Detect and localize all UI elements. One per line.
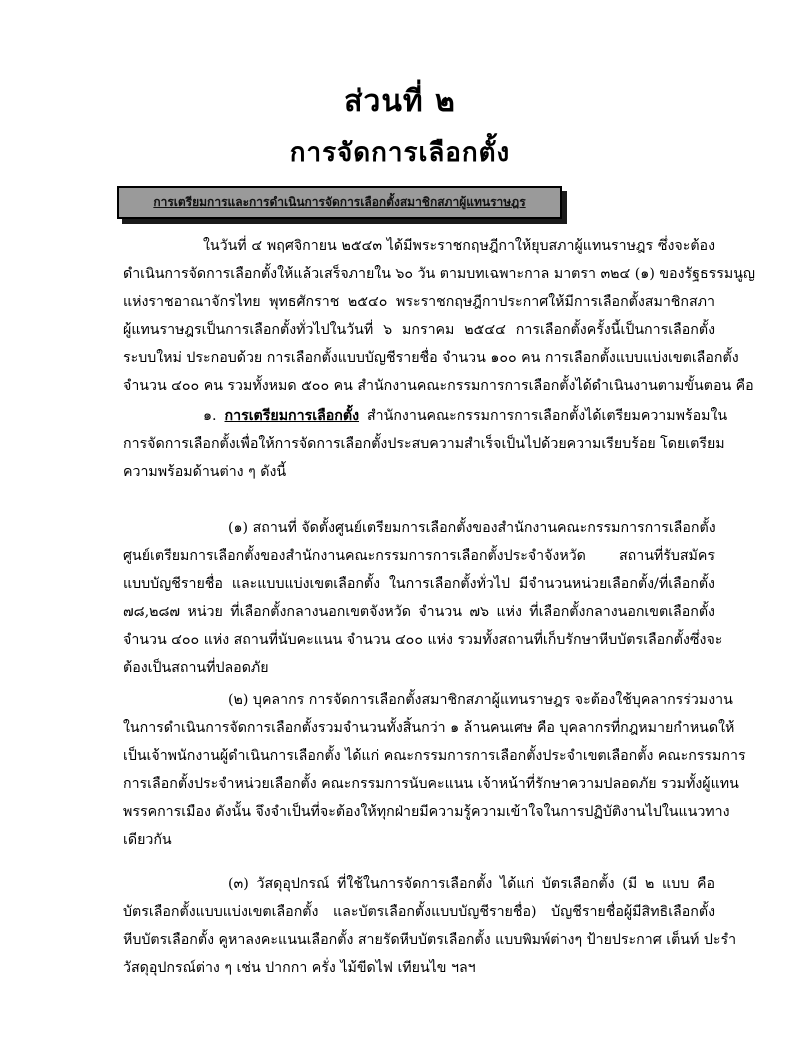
section-1-line: ความพร้อมด้านต่าง ๆ ดังนี้ [123,464,287,480]
item-1-line: แบบบัญชีรายชื่อ และแบบแบ่งเขตเลือกตั้ง ในการเลือกตั้งทั่วไป มีจำนวนหน่วยเลือกตั้ง/ที่เลือกตั้ง [123,576,715,592]
item-2-line: เป็นเจ้าพนักงานผู้ดำเนินการเลือกตั้ง ได้แก่ คณะกรรมการการเลือกตั้งประจำเขตเลือกตั้ง คณะกรรมการ [123,748,746,764]
section-1-heading-line [203,406,728,426]
item-2-line: พรรคการเมือง ดังนั้น จึงจำเป็นที่จะต้องให้ทุกฝ่ายมีความรู้ความเข้าใจในการปฏิบัติงานไปในแนวทาง [123,804,730,820]
item-1-line: ศูนย์เตรียมการเลือกตั้งของสำนักงานคณะกรรมการการเลือกตั้งประจำจังหวัด สถานที่รับสมัคร [123,548,715,564]
intro-line: จำนวน ๔๐๐ คน รวมทั้งหมด ๕๐๐ คน สำนักงานคณะกรรมการการเลือกตั้งได้ดำเนินงานตามขั้นตอน คือ [123,378,754,394]
item-1-line: จำนวน ๔๐๐ แห่ง สถานที่นับคะแนน จำนวน ๔๐๐ แห่ง รวมทั้งสถานที่เก็บรักษาหีบบัตรเลือกตั้งซึ่งจะ [123,632,723,648]
section-1-line1-rest: สำนักงานคณะกรรมการการเลือกตั้งได้เตรียมความพร้อมใน [367,408,728,424]
section-1-title: การเตรียมการเลือกตั้ง [224,408,360,424]
item-1-line: ๗๘,๒๘๗ หน่วย ที่เลือกตั้งกลางนอกเขตจังหวัด จำนวน ๗๖ แห่ง ที่เลือกตั้งกลางนอกเขตเลือกตั้ง [123,604,715,620]
topic-banner [117,186,567,224]
intro-line: ระบบใหม่ ประกอบด้วย การเลือกตั้งแบบบัญชีรายชื่อ จำนวน ๑๐๐ คน การเลือกตั้งแบบแบ่งเขตเลือกตั้ง [123,350,739,366]
section-1-number: ๑. [203,408,217,424]
item-3-line: บัตรเลือกตั้งแบบแบ่งเขตเลือกตั้ง และบัตรเลือกตั้งแบบบัญชีรายชื่อ) บัญชีรายชื่อผู้มีสิทธิเลือกตั้ง [123,904,715,920]
intro-line: ผู้แทนราษฎรเป็นการเลือกตั้งทั่วไปในวันที่ ๖ มกราคม ๒๕๔๔ การเลือกตั้งครั้งนี้เป็นการเลือกตั้ง [123,322,715,338]
part-heading: ส่วนที่ ๒ [344,84,456,119]
item-1-line: ต้องเป็นสถานที่ปลอดภัย [123,660,269,676]
item-2-line: เดียวกัน [123,832,172,848]
item-1-line: (๑) สถานที่ จัดตั้งศูนย์เตรียมการเลือกตั้งของสำนักงานคณะกรรมการการเลือกตั้ง [228,520,716,536]
intro-line: ดำเนินการจัดการเลือกตั้งให้แล้วเสร็จภายใน ๖๐ วัน ตามบทเฉพาะกาล มาตรา ๓๒๔ (๑) ของรัฐธรรมนูญ [123,266,755,282]
section-title: การจัดการเลือกตั้ง [289,138,511,168]
intro-line: แห่งราชอาณาจักรไทย พุทธศักราช ๒๕๔๐ พระราชกฤษฎีกาประกาศให้มีการเลือกตั้งสมาชิกสภา [123,294,715,310]
item-2-line: ในการดำเนินการจัดการเลือกตั้งรวมจำนวนทั้งสิ้นกว่า ๑ ล้านคนเศษ คือ บุคลากรที่กฎหมายกำหนดให้ [123,720,735,736]
section-1-line: การจัดการเลือกตั้งเพื่อให้การจัดการเลือกตั้งประสบความสำเร็จเป็นไปด้วยความเรียบร้อย โดยเตรียม [123,436,725,452]
intro-line: ในวันที่ ๔ พฤศจิกายน ๒๕๔๓ ได้มีพระราชกฤษฎีกาให้ยุบสภาผู้แทนราษฎร ซึ่งจะต้อง [203,238,715,254]
item-2-line: (๒) บุคลากร การจัดการเลือกตั้งสมาชิกสภาผู้แทนราษฎร จะต้องใช้บุคลากรร่วมงาน [228,692,733,708]
item-3-line: หีบบัตรเลือกตั้ง คูหาลงคะแนนเลือกตั้ง สายรัดหีบบัตรเลือกตั้ง แบบพิมพ์ต่างๆ ป้ายประกาศ เต็นท์ ปะรำ [123,932,737,948]
item-3-line: วัสดุอุปกรณ์ต่าง ๆ เช่น ปากกา ครั่ง ไม้ขีดไฟ เทียนไข ฯลฯ [123,960,476,976]
item-3-line: (๓) วัสดุอุปกรณ์ ที่ใช้ในการจัดการเลือกตั้ง ได้แก่ บัตรเลือกตั้ง (มี ๒ แบบ คือ [228,876,715,892]
item-2-line: การเลือกตั้งประจำหน่วยเลือกตั้ง คณะกรรมการนับคะแนน เจ้าหน้าที่รักษาความปลอดภัย รวมทั้งผู้แทน [123,776,739,792]
banner-label: การเตรียมการและการดำเนินการจัดการเลือกตั้งสมาชิกสภาผู้แทนราษฎร [117,186,562,219]
